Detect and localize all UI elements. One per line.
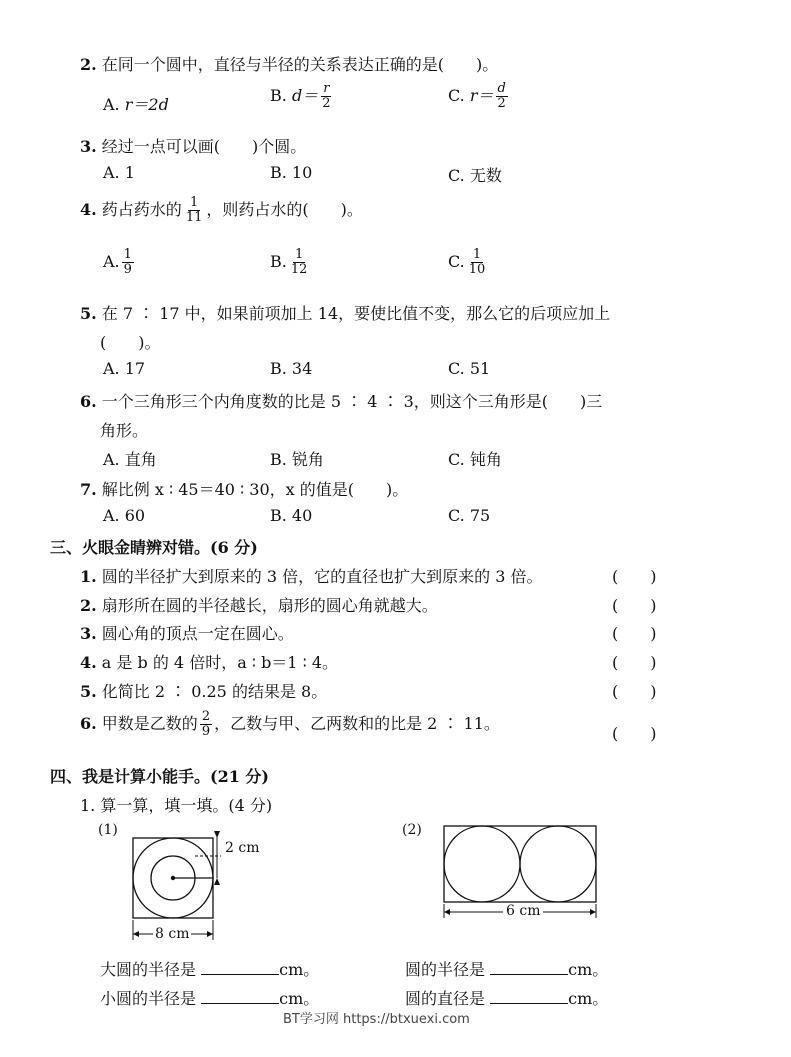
denominator: 2: [322, 96, 331, 111]
answer-blank[interactable]: [201, 958, 279, 975]
question-number: 7.: [80, 480, 97, 499]
denominator: 11: [185, 210, 203, 225]
answer-blank[interactable]: [490, 987, 568, 1004]
question-text: ，则药占水的( )。: [206, 200, 363, 219]
item-text: 甲数是乙数的: [101, 714, 198, 733]
fill-label: 圆的直径是: [405, 989, 486, 1008]
question-number: 5.: [80, 304, 97, 323]
question-3: [80, 134, 306, 157]
question-number: 3.: [80, 137, 97, 156]
item-number: 4.: [80, 653, 97, 672]
q7-option-c[interactable]: C. 75: [448, 506, 491, 525]
figure-2-label: (2): [402, 822, 422, 838]
judge-item-5: [80, 679, 327, 702]
fraction: [122, 248, 134, 277]
denominator: 10: [468, 262, 486, 277]
answer-parens[interactable]: ( ): [612, 653, 657, 672]
item-number: 1.: [80, 567, 97, 586]
fraction: [184, 196, 205, 225]
question-7: [80, 477, 408, 500]
question-text: 一个三角形三个内角度数的比是 5 ∶ 4 ∶ 3，则这个三角形是( )三: [101, 392, 603, 411]
question-6-cont: 角形。: [100, 421, 149, 440]
q4-option-a[interactable]: [103, 248, 136, 277]
option-letter: C.: [448, 252, 465, 271]
question-text: 解比例 x ∶ 45＝40 ∶ 30，x 的值是( )。: [101, 480, 409, 499]
question-text: 在 7 ∶ 17 中，如果前项加上 14，要使比值不变，那么它的后项应加上: [101, 304, 611, 323]
numerator: 1: [472, 247, 482, 262]
judge-item-2: [80, 593, 438, 616]
fill-unit: cm。: [279, 989, 320, 1008]
section-title-judge: 三、火眼金睛辨对错。(6 分): [50, 538, 258, 557]
item-text: ，乙数与甲、乙两数和的比是 2 ∶ 11。: [214, 714, 500, 733]
answer-blank[interactable]: [201, 987, 279, 1004]
answer-parens[interactable]: ( ): [612, 624, 657, 643]
option-letter: A.: [103, 95, 120, 114]
answer-parens[interactable]: ( ): [612, 682, 657, 701]
option-text: d＝: [291, 86, 319, 105]
calc-question-1: 1. 算一算，填一填。(4 分): [80, 796, 273, 815]
q7-option-a[interactable]: A. 60: [103, 506, 146, 525]
numerator: r: [323, 81, 330, 96]
numerator: d: [497, 81, 506, 96]
option-letter: C.: [448, 86, 465, 105]
arrow-down-icon: [214, 831, 220, 838]
q2-option-c[interactable]: [448, 82, 510, 111]
denominator: 9: [201, 724, 211, 739]
denominator: 9: [123, 262, 132, 277]
q2-option-b[interactable]: [270, 82, 334, 111]
question-number: 2.: [80, 55, 97, 74]
section-title-calc: 四、我是计算小能手。(21 分): [50, 767, 269, 786]
numerator: 1: [123, 247, 132, 262]
q6-option-b[interactable]: B. 锐角: [270, 450, 324, 469]
fraction: [320, 82, 332, 111]
option-letter: B.: [270, 86, 287, 105]
fill-label: 大圆的半径是: [100, 960, 197, 979]
dimension-label-8cm: 8 cm: [155, 926, 190, 942]
q7-option-b[interactable]: B. 40: [270, 506, 313, 525]
item-number: 2.: [80, 596, 97, 615]
q5-option-c[interactable]: C. 51: [448, 359, 491, 378]
question-5-cont: ( )。: [100, 333, 161, 352]
q6-option-c[interactable]: C. 钝角: [448, 450, 502, 469]
arrow-up-icon: [214, 878, 220, 885]
item-number: 6.: [80, 714, 97, 733]
dimension-label-2cm: 2 cm: [225, 840, 260, 856]
left-circle: [444, 826, 520, 902]
question-text: 药占药水的: [101, 200, 182, 219]
fill-label: 小圆的半径是: [100, 989, 197, 1008]
fraction: [496, 82, 508, 111]
fraction: [200, 710, 212, 739]
question-number: 4.: [80, 200, 97, 219]
item-text: 化简比 2 ∶ 0.25 的结果是 8。: [101, 682, 328, 701]
fill-big-radius: [100, 957, 319, 980]
q3-option-a[interactable]: A. 1: [103, 163, 135, 182]
numerator: 1: [294, 247, 304, 262]
question-number: 6.: [80, 392, 97, 411]
fill-circle-radius: [405, 957, 608, 980]
numerator: 2: [201, 709, 211, 724]
figure-1-label: (1): [98, 822, 118, 838]
item-text: 圆的半径扩大到原来的 3 倍，它的直径也扩大到原来的 3 倍。: [101, 567, 543, 586]
denominator: 12: [290, 262, 308, 277]
q5-option-a[interactable]: A. 17: [103, 359, 146, 378]
answer-parens[interactable]: ( ): [612, 596, 657, 615]
right-circle: [520, 826, 596, 902]
judge-item-4: [80, 650, 338, 673]
judge-item-3: [80, 621, 294, 644]
item-text: 扇形所在圆的半径越长，扇形的圆心角就越大。: [101, 596, 438, 615]
q4-option-b[interactable]: [270, 248, 311, 277]
footer-watermark[interactable]: BT学习网 https://btxuexi.com: [283, 1012, 470, 1027]
q5-option-b[interactable]: B. 34: [270, 359, 313, 378]
fill-unit: cm。: [568, 960, 609, 979]
option-text: r＝2d: [124, 95, 169, 114]
q3-option-b[interactable]: B. 10: [270, 163, 313, 182]
option-text: r＝: [469, 86, 494, 105]
option-letter: B.: [270, 252, 287, 271]
fill-unit: cm。: [279, 960, 320, 979]
fraction: [289, 248, 310, 277]
answer-parens[interactable]: ( ): [612, 567, 657, 586]
fill-label: 圆的半径是: [405, 960, 486, 979]
q2-option-a[interactable]: [103, 92, 169, 115]
item-number: 3.: [80, 624, 97, 643]
answer-blank[interactable]: [490, 958, 568, 975]
fill-unit: cm。: [568, 989, 609, 1008]
judge-item-1: [80, 564, 543, 587]
judge-item-6: [80, 710, 500, 739]
fill-circle-diameter: [405, 986, 608, 1009]
arrow-left-icon: [444, 909, 450, 915]
denominator: 2: [497, 96, 506, 111]
arrow-right-icon: [207, 931, 213, 937]
fraction: [467, 248, 488, 277]
item-number: 5.: [80, 682, 97, 701]
question-text: 经过一点可以画( )个圆。: [101, 137, 307, 156]
q4-option-c[interactable]: [448, 248, 489, 277]
question-4: [80, 196, 363, 225]
question-5: [80, 301, 610, 324]
dimension-label-6cm: 6 cm: [503, 903, 543, 919]
arrow-right-icon: [590, 909, 596, 915]
q3-option-c[interactable]: C. 无数: [448, 166, 502, 185]
item-text: a 是 b 的 4 倍时，a ∶ b＝1 ∶ 4。: [101, 653, 339, 672]
fill-small-radius: [100, 986, 319, 1009]
question-2: [80, 52, 498, 75]
q6-option-a[interactable]: A. 直角: [103, 450, 157, 469]
option-letter: A.: [103, 252, 120, 271]
question-text: 在同一个圆中，直径与半径的关系表达正确的是( )。: [101, 55, 499, 74]
numerator: 1: [189, 195, 199, 210]
arrow-left-icon: [133, 931, 139, 937]
item-text: 圆心角的顶点一定在圆心。: [101, 624, 294, 643]
question-6: [80, 389, 602, 412]
answer-parens[interactable]: ( ): [612, 724, 657, 743]
